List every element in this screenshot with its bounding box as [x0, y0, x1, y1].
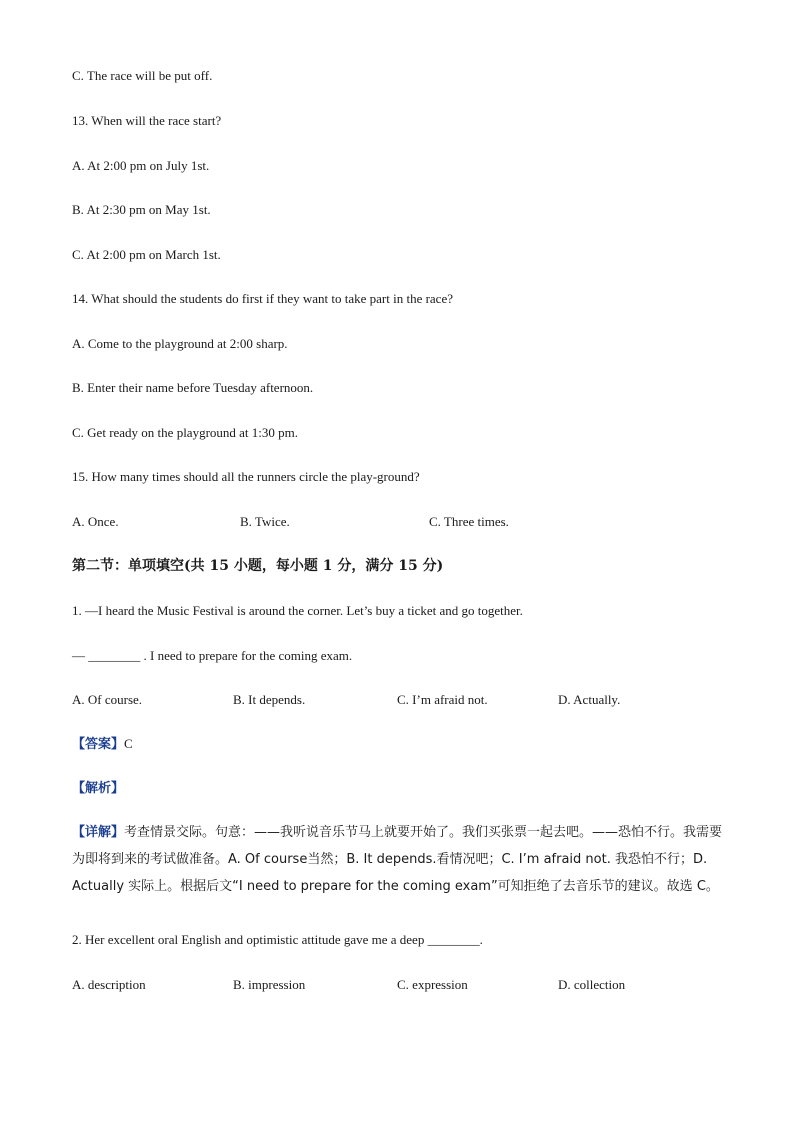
q15-option-c: C. Three times.	[429, 514, 509, 529]
s2q2-stem: 2. Her excellent oral English and optimistic attitude gave me a deep ________.	[72, 932, 483, 947]
q15-stem: 15. How many times should all the runners circle the play-ground?	[72, 469, 420, 484]
s2q1-option-d: D. Actually.	[558, 692, 621, 707]
s2q2-option-d: D. collection	[558, 977, 626, 992]
s2q1-options	[72, 691, 722, 709]
answer-line	[72, 735, 133, 753]
answer-tag: 【答案】	[72, 736, 125, 751]
s2q1-option-b: B. It depends.	[233, 692, 306, 707]
q15-option-a: A. Once.	[72, 514, 119, 529]
s2q2-option-b: B. impression	[233, 977, 306, 992]
s2q2-options	[72, 976, 722, 994]
detail-text: 考查情景交际。句意：——我听说音乐节马上就要开始了。我们买张票一起去吧。——恐怕不行。我需要为即将到来的考试做准备。A. Of course当然；B. It depends.看情况吧；C. I’m afraid not. 我恐怕不行；D. Actually 实际上。根据后文“I need to prepare for the coming exam”可知拒绝了去音乐节的建议。故选 C。	[72, 825, 723, 894]
s2q1-option-a: A. Of course.	[72, 692, 143, 707]
detail-paragraph	[72, 819, 732, 900]
answer-value: C	[124, 736, 133, 751]
q14-option-c: C. Get ready on the playground at 1:30 pm.	[72, 425, 299, 440]
q12-option-c: C. The race will be put off.	[72, 68, 213, 83]
q14-option-b: B. Enter their name before Tuesday afternoon.	[72, 380, 314, 395]
q13-stem: 13. When will the race start?	[72, 113, 222, 128]
q14-option-a: A. Come to the playground at 2:00 sharp.	[72, 336, 288, 351]
q15-options	[72, 513, 722, 531]
s2q2-option-a: A. description	[72, 977, 146, 992]
q14-stem: 14. What should the students do first if they want to take part in the race?	[72, 291, 453, 306]
analysis-line	[72, 779, 124, 797]
section-heading: 第二节：单项填空(共 15 小题，每小题 1 分，满分 15 分)	[72, 558, 444, 574]
detail-tag: 【详解】	[72, 825, 125, 840]
s2q2-option-c: C. expression	[397, 977, 468, 992]
q15-option-b: B. Twice.	[240, 514, 290, 529]
s2q1-stem: 1. —I heard the Music Festival is around the corner. Let’s buy a ticket and go together.	[72, 603, 523, 618]
q13-option-a: A. At 2:00 pm on July 1st.	[72, 158, 210, 173]
analysis-tag: 【解析】	[72, 780, 125, 795]
s2q1-option-c: C. I’m afraid not.	[397, 692, 488, 707]
q13-option-c: C. At 2:00 pm on March 1st.	[72, 247, 221, 262]
s2q1-reply: — ________ . I need to prepare for the coming exam.	[72, 648, 353, 663]
q13-option-b: B. At 2:30 pm on May 1st.	[72, 202, 211, 217]
